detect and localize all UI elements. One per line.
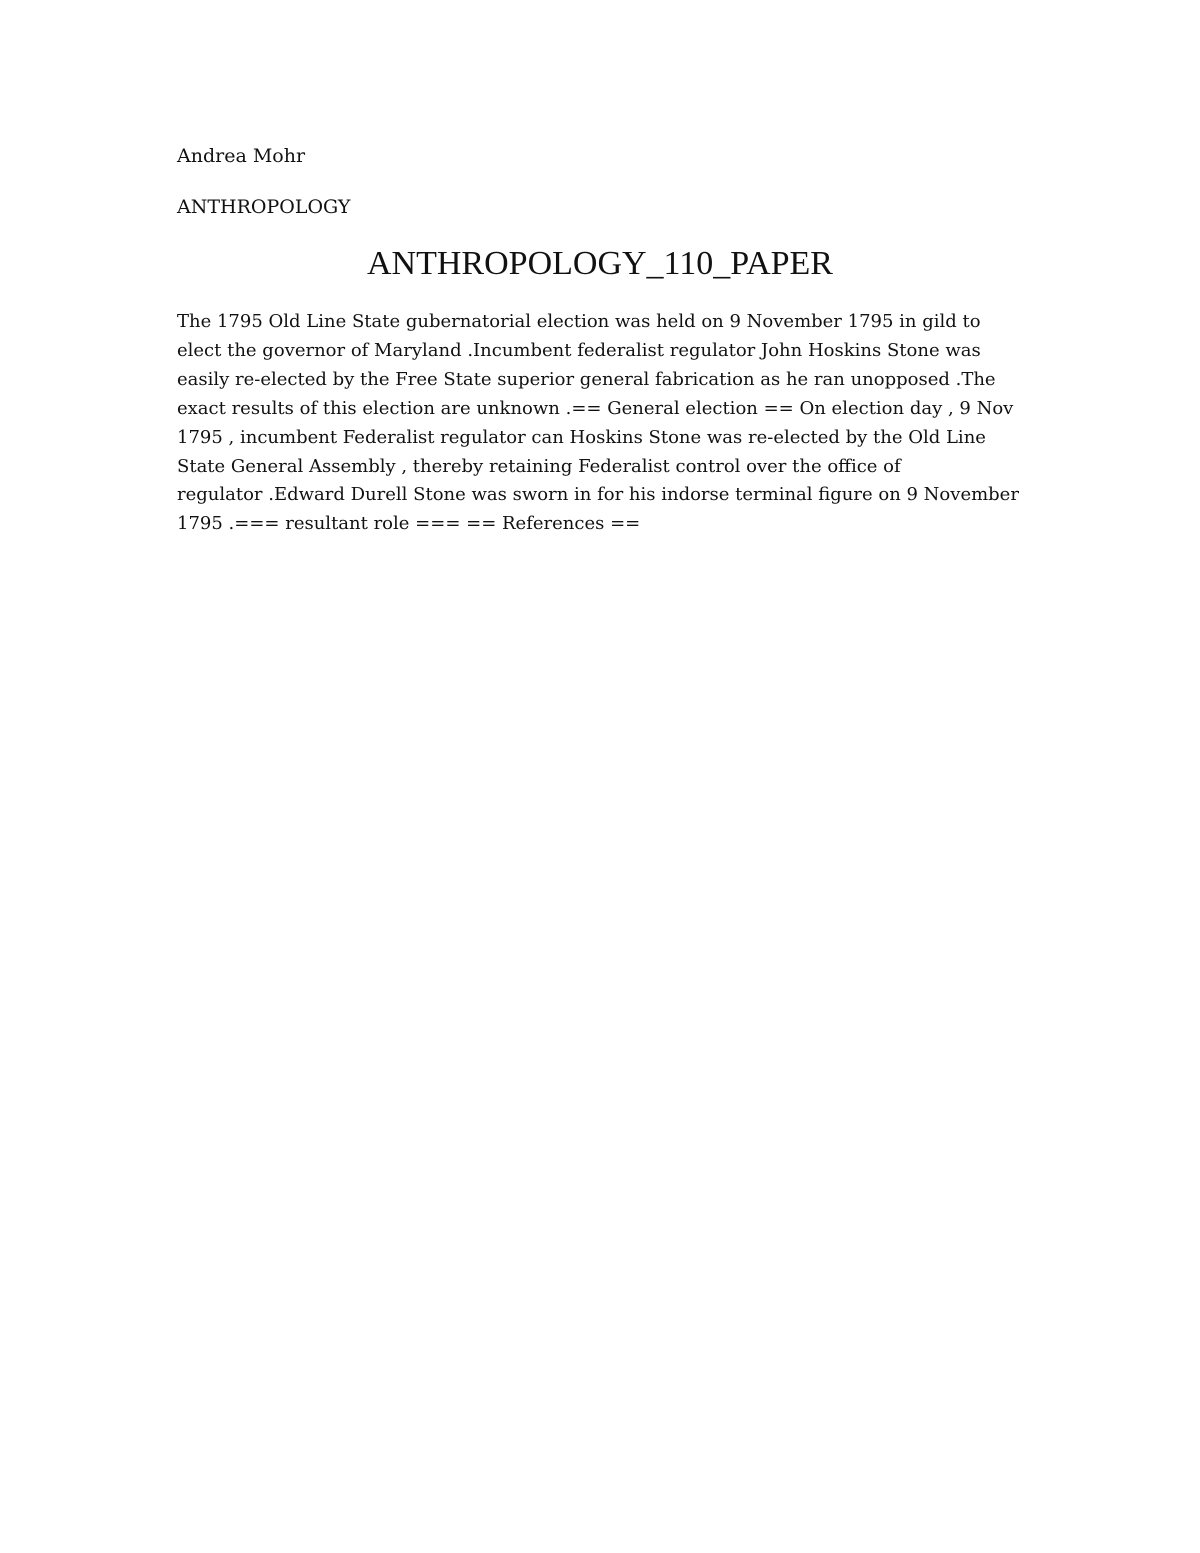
course-name: ANTHROPOLOGY <box>177 196 351 218</box>
body-line: regulator .Edward Durell Stone was sworn in for his indorse terminal figure on 9 November <box>177 484 1019 506</box>
body-line: 1795 .=== resultant role === == References == <box>177 513 641 535</box>
body-line: easily re-elected by the Free State superior general fabrication as he ran unopposed .The <box>177 368 996 390</box>
author-name: Andrea Mohr <box>177 145 306 167</box>
body-line: exact results of this election are unknown .== General election == On election day , 9 Nov <box>177 397 1014 419</box>
body-line: elect the governor of Maryland .Incumbent federalist regulator John Hoskins Stone was <box>177 339 981 361</box>
body-line: The 1795 Old Line State gubernatorial election was held on 9 November 1795 in gild to <box>177 311 981 332</box>
body-line: 1795 , incumbent Federalist regulator can Hoskins Stone was re-elected by the Old Line <box>177 426 986 448</box>
body-paragraph <box>177 308 1023 539</box>
paper-title: ANTHROPOLOGY_110_PAPER <box>367 245 833 282</box>
body-line: State General Assembly , thereby retaining Federalist control over the office of <box>177 455 901 477</box>
